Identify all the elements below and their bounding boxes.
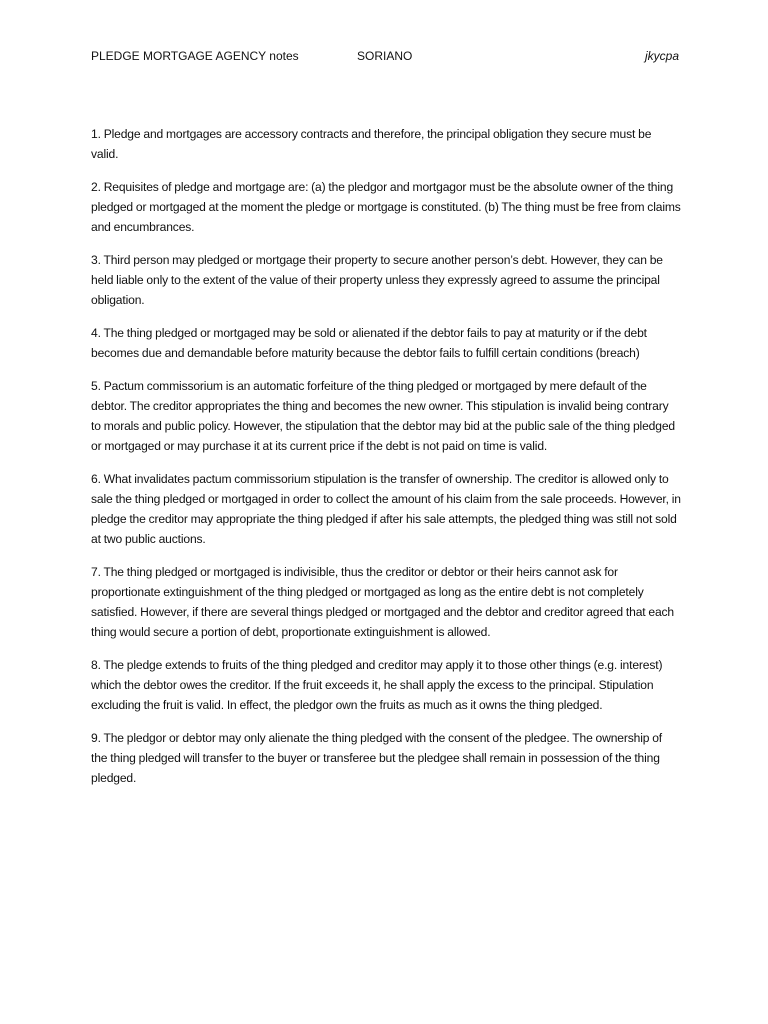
paragraph-9: 9. The pledgor or debtor may only alienate the thing pledged with the consent of the pledgee. The ownership of the thing pledged will transfer to the buyer or transferee but the pledgee shall remain in possession of the thing pledged. (91, 731, 663, 785)
paragraph-3: 3. Third person may pledged or mortgage their property to secure another person’s debt. However, they can be held liable only to the extent of the value of their property unless they expressly agreed to assume the principal obligation. (91, 253, 663, 307)
paragraph-4: 4. The thing pledged or mortgaged may be sold or alienated if the debtor fails to pay at maturity or if the debt becomes due and demandable before maturity because the debtor fails to fulfill certain conditions (breach) (91, 326, 647, 360)
header-title: PLEDGE MORTGAGE AGENCY notes (91, 49, 299, 63)
paragraph-1: 1. Pledge and mortgages are accessory contracts and therefore, the principal obligation they secure must be valid. (91, 127, 652, 161)
document-body (91, 124, 681, 801)
paragraph-6: 6. What invalidates pactum commissorium stipulation is the transfer of ownership. The creditor is allowed only to sale the thing pledged or mortgaged in order to collect the amount of his claim from the sale proceeds. However, in pledge the creditor may appropriate the thing pledged if after his sale attempts, the pledged thing was still not sold at two public auctions. (91, 472, 681, 546)
header-author: SORIANO (357, 49, 413, 63)
header-tag: jkycpa (644, 49, 679, 63)
page-header (91, 46, 679, 66)
paragraph-2: 2. Requisites of pledge and mortgage are: (a) the pledgor and mortgagor must be the absolute owner of the thing pledged or mortgaged at the moment the pledge or mortgage is constituted. (b) The thing must be free from claims and encumbrances. (91, 180, 681, 234)
paragraph-8: 8. The pledge extends to fruits of the thing pledged and creditor may apply it to those other things (e.g. interest) which the debtor owes the creditor. If the fruit exceeds it, he shall apply the excess to the principal. Stipulation excluding the fruit is valid. In effect, the pledgor own the fruits as much as it owns the thing pledged. (91, 658, 663, 712)
paragraph-5: 5. Pactum commissorium is an automatic forfeiture of the thing pledged or mortgaged by mere default of the debtor. The creditor appropriates the thing and becomes the new owner. This stipulation is invalid being contrary to morals and public policy. However, the stipulation that the debtor may bid at the public sale of the thing pledged or mortgaged or may purchase it at its current price if the debt is not paid on time is valid. (91, 379, 675, 453)
paragraph-7: 7. The thing pledged or mortgaged is indivisible, thus the creditor or debtor or their heirs cannot ask for proportionate extinguishment of the thing pledged or mortgaged as long as the entire debt is not completely satisfied. However, if there are several things pledged or mortgaged and the debtor and creditor agreed that each thing would secure a portion of debt, proportionate extinguishment is allowed. (91, 565, 675, 639)
